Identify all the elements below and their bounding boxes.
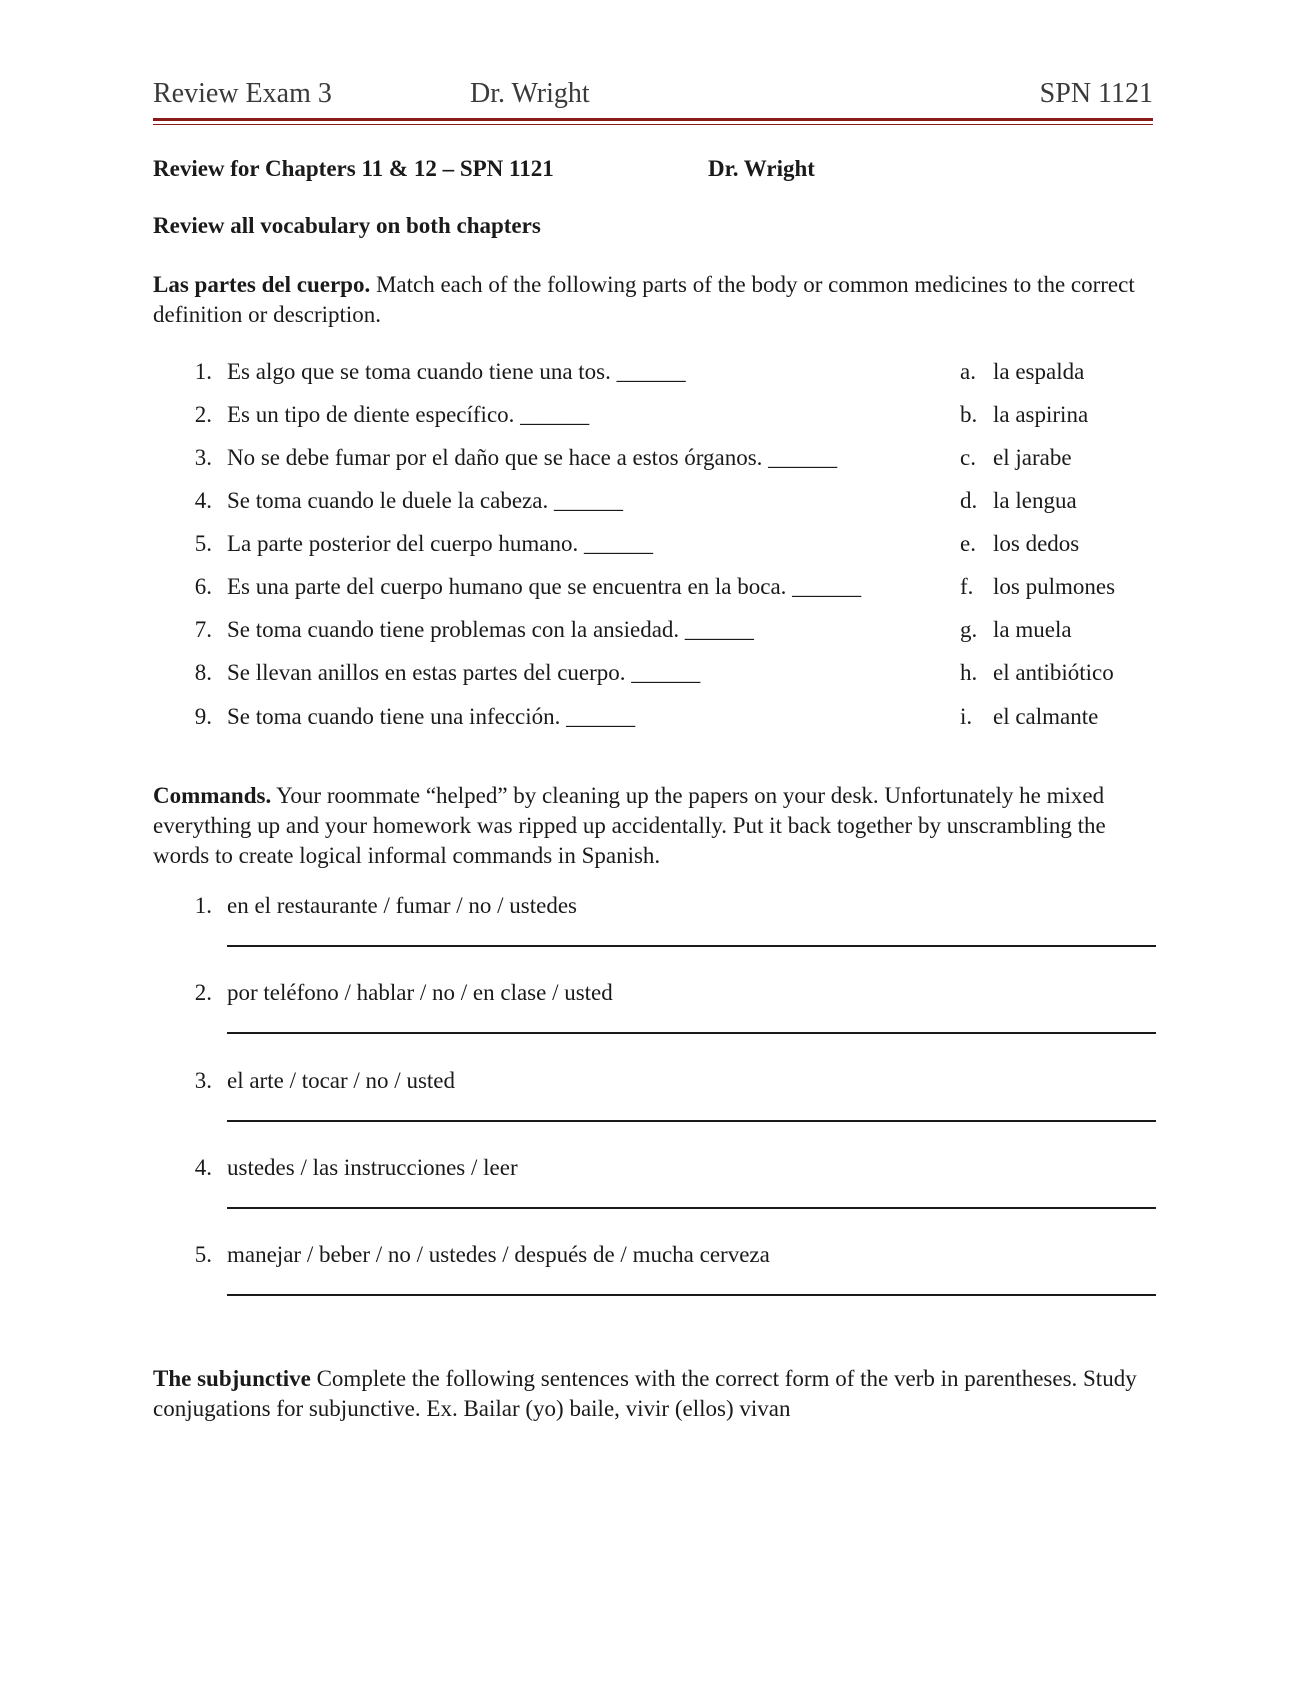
header-rule-thick (153, 118, 1153, 121)
item-number: 5. (194, 1242, 212, 1267)
item-option: el antibiótico (993, 660, 1114, 685)
item-letter: i. (960, 704, 973, 729)
item-number: 7. (194, 617, 212, 642)
header-exam-title: Review Exam 3 (153, 78, 332, 109)
item-number: 3. (194, 445, 212, 470)
list-item (190, 702, 1150, 732)
list-item (190, 486, 1150, 516)
item-number: 1. (194, 893, 212, 918)
item-number: 5. (194, 531, 212, 556)
list-item (190, 529, 1150, 559)
list-item (190, 400, 1150, 430)
item-letter: d. (960, 488, 978, 513)
list-item (190, 658, 1150, 688)
section-subjunctive-intro (153, 1364, 1153, 1424)
item-option: los dedos (993, 531, 1080, 556)
section-heading: Las partes del cuerpo. (153, 272, 371, 297)
item-letter: f. (960, 574, 974, 599)
item-number: 9. (194, 704, 212, 729)
item-question: Se toma cuando tiene problemas con la ansiedad. ______ (227, 617, 754, 642)
item-option: la muela (993, 617, 1072, 642)
item-prompt: por teléfono / hablar / no / en clase / usted (227, 980, 613, 1005)
item-option: los pulmones (993, 574, 1116, 599)
header-instructor: Dr. Wright (470, 78, 590, 109)
answer-line[interactable] (227, 1120, 1156, 1122)
section-heading: The subjunctive (153, 1366, 311, 1391)
item-letter: b. (960, 402, 978, 427)
document-title (153, 154, 1153, 184)
page-header (153, 74, 1153, 114)
item-question: Es un tipo de diente específico. ______ (227, 402, 590, 427)
answer-line[interactable] (227, 1294, 1156, 1296)
answer-line[interactable] (227, 945, 1156, 947)
item-option: el jarabe (993, 445, 1072, 470)
list-item (190, 572, 1150, 602)
section-commands-intro (153, 781, 1153, 871)
item-option: la espalda (993, 359, 1085, 384)
title-chapters: Review for Chapters 11 & 12 – SPN 1121 (153, 156, 554, 181)
item-letter: a. (960, 359, 976, 384)
item-letter: g. (960, 617, 978, 642)
item-letter: h. (960, 660, 978, 685)
item-option: el calmante (993, 704, 1099, 729)
section-instructions: Complete the following sentences with the correct form of the verb in parentheses. Study conjugations for subjunctive. Ex. Bailar (yo) baile, vivir (ellos) vivan (153, 1366, 1137, 1421)
list-item (190, 443, 1150, 473)
list-item (190, 357, 1150, 387)
item-number: 6. (194, 574, 212, 599)
header-course-code: SPN 1121 (1039, 78, 1153, 109)
item-question: Es algo que se toma cuando tiene una tos. ______ (227, 359, 686, 384)
item-prompt: en el restaurante / fumar / no / ustedes (227, 893, 577, 918)
item-number: 3. (194, 1068, 212, 1093)
item-number: 4. (194, 1155, 212, 1180)
item-number: 4. (194, 488, 212, 513)
section-heading: Commands. (153, 783, 272, 808)
section-body-parts-intro (153, 270, 1153, 330)
list-item (190, 615, 1150, 645)
answer-line[interactable] (227, 1032, 1156, 1034)
item-option: la lengua (993, 488, 1077, 513)
item-letter: c. (960, 445, 976, 470)
item-question: Es una parte del cuerpo humano que se encuentra en la boca. ______ (227, 574, 862, 599)
answer-line[interactable] (227, 1207, 1156, 1209)
vocab-note: Review all vocabulary on both chapters (153, 213, 541, 238)
header-rule-thin (153, 124, 1153, 125)
section-instructions: Match each of the following parts of the body or common medicines to the correct definition or description. (153, 272, 1135, 327)
item-letter: e. (960, 531, 976, 556)
item-prompt: el arte / tocar / no / usted (227, 1068, 456, 1093)
item-option: la aspirina (993, 402, 1089, 427)
item-prompt: ustedes / las instrucciones / leer (227, 1155, 518, 1180)
item-number: 2. (194, 980, 212, 1005)
item-question: Se llevan anillos en estas partes del cuerpo. ______ (227, 660, 701, 685)
item-number: 8. (194, 660, 212, 685)
item-prompt: manejar / beber / no / ustedes / después de / mucha cerveza (227, 1242, 770, 1267)
item-question: Se toma cuando le duele la cabeza. ______ (227, 488, 623, 513)
title-instructor: Dr. Wright (708, 156, 815, 181)
item-number: 1. (194, 359, 212, 384)
item-question: Se toma cuando tiene una infección. ______ (227, 704, 636, 729)
item-question: No se debe fumar por el daño que se hace a estos órganos. ______ (227, 445, 838, 470)
section-instructions: Your roommate “helped” by cleaning up the papers on your desk. Unfortunately he mixed everything up and your homework was ripped up accidentally. Put it back together by unscrambling the words to create logical informal commands in Spanish. (153, 783, 1106, 868)
item-number: 2. (194, 402, 212, 427)
item-question: La parte posterior del cuerpo humano. ______ (227, 531, 654, 556)
